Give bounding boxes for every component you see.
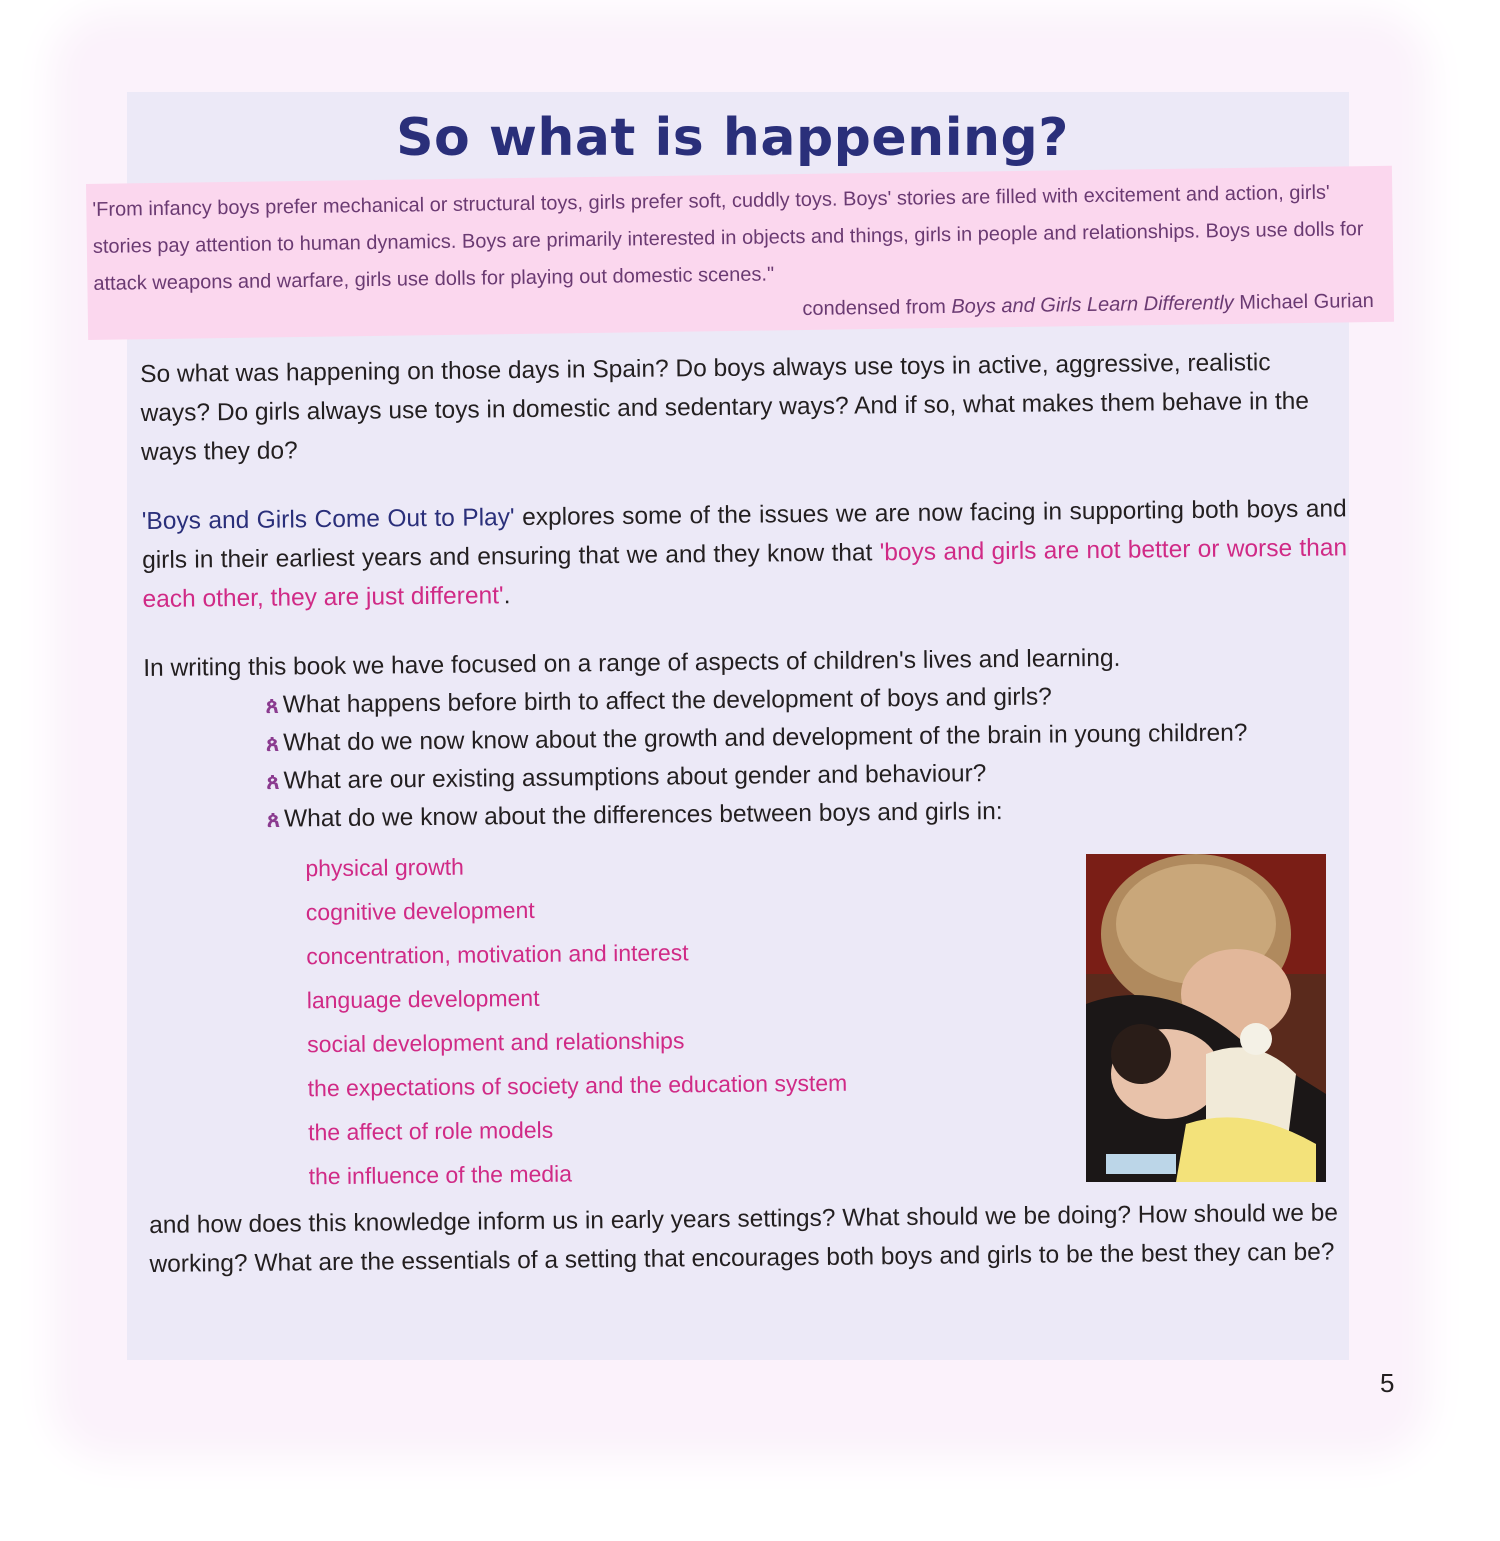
quote-box [86, 166, 1394, 340]
list-item: language development [306, 984, 540, 1014]
list-item: concentration, motivation and interest [306, 939, 689, 970]
list-item: ጰ What are our existing assumptions about gender and behaviour? [266, 760, 987, 795]
paragraph-2 [142, 489, 1348, 619]
list-item: physical growth [305, 853, 465, 882]
intro-text: In writing this book we have focused on a range of aspects of children's lives and learning. [143, 644, 1121, 682]
ribbon-icon: ጰ [266, 806, 281, 832]
list-item: ጰ What do we know about the differences between boys and girls in: [266, 797, 1003, 833]
list-item: social development and relationships [307, 1027, 685, 1058]
children-playing-photo [1086, 854, 1326, 1182]
list-item: the expectations of society and the education system [307, 1069, 848, 1102]
paragraph-2-middle: explores some of the issues we are now facing in supporting both boys and girls in their earliest years and ensuring that we and they know that [142, 495, 1347, 574]
quote-source-prefix: condensed from [802, 296, 946, 321]
list-item: the influence of the media [308, 1160, 573, 1190]
key-message: 'boys and girls are not better or worse than each other, they are just different' [142, 534, 1348, 613]
paragraph-1: So what was happening on those days in Spain? Do boys always use toys in active, aggressive, realistic ways? Do girls always use toys in domestic and sedentary ways? And if so, what makes them behave in the ways they do? [140, 349, 1310, 466]
list-item: ጰ What happens before birth to affect the development of boys and girls? [265, 683, 1052, 719]
book-title: 'Boys and Girls Come Out to Play' [141, 504, 515, 535]
quote-source-author: Michael Gurian [1239, 290, 1374, 314]
page-title: So what is happening? [396, 108, 1069, 168]
list-item: ጰ What do we now know about the growth and development of the brain in young children? [265, 719, 1248, 757]
quote-text: 'From infancy boys prefer mechanical or structural toys, girls prefer soft, cuddly toys. Boys' stories are filled with excitement and action, girls' stories pay attention to human dynamics. Boys are primarily interested in objects and things, girls in people and relationships. Boys use dolls for attack weapons and warfare, girls use dolls for playing out domestic scenes." [92, 181, 1364, 295]
ribbon-icon: ጰ [265, 730, 280, 756]
quote-source-title: Boys and Girls Learn Differently [951, 291, 1234, 318]
ribbon-icon: ጰ [266, 768, 280, 794]
question-list [265, 675, 1350, 838]
ribbon-icon: ጰ [265, 692, 279, 718]
page-number: 5 [1380, 1368, 1395, 1398]
paragraph-2-end: . [503, 582, 511, 610]
list-item: cognitive development [305, 896, 535, 926]
closing-paragraph: and how does this knowledge inform us in early years settings? What should we be doing? How should we be working? What are the essentials of a setting that encourages both boys and girls to be the best they can be? [148, 1199, 1339, 1278]
list-item: the affect of role models [308, 1116, 554, 1146]
